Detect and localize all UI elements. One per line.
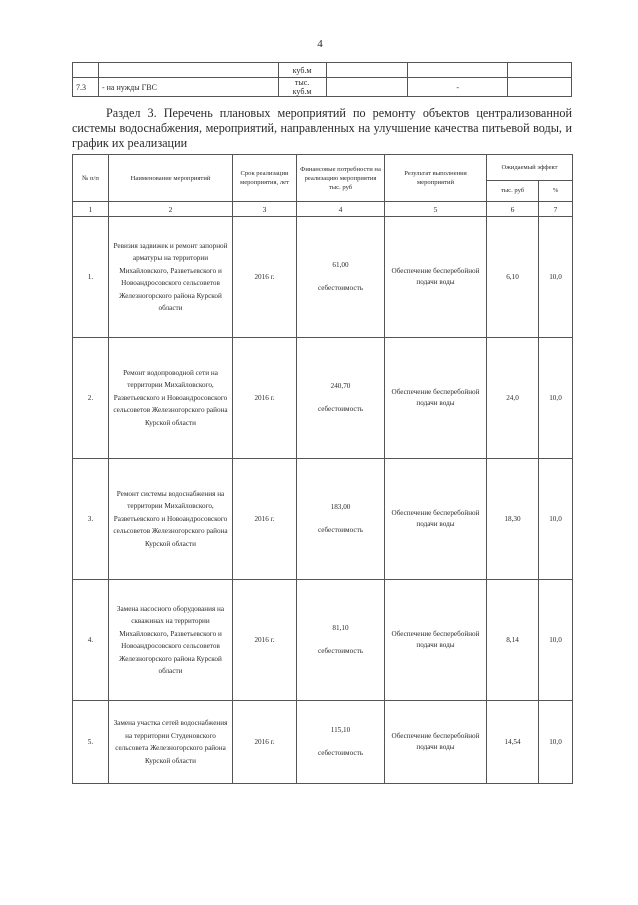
continuation-table bbox=[72, 62, 572, 97]
measure-name: Замена участка сетей водоснабжения на территории Студеновского сельсовета Железногорского района Курской области bbox=[109, 701, 233, 784]
unit-line: тыс. bbox=[294, 78, 310, 87]
section-heading: Раздел 3. Перечень плановых мероприятий по ремонту объектов централизованной системы водоснабжения, мероприятий, направленных на улучшение качества питьевой воды, и график их реализации bbox=[72, 106, 572, 150]
measure-result: Обеспечение бесперебойной подачи воды bbox=[385, 580, 487, 701]
table-row bbox=[73, 701, 573, 784]
cost-basis: себестоимость bbox=[317, 284, 363, 292]
cost-basis: себестоимость bbox=[317, 526, 363, 534]
cost-basis: себестоимость bbox=[317, 749, 363, 757]
page-number: 4 bbox=[317, 38, 323, 50]
header-effect: Ожидаемый эффект bbox=[487, 155, 573, 181]
measure-result: Обеспечение бесперебойной подачи воды bbox=[385, 701, 487, 784]
column-number: 5 bbox=[385, 202, 487, 217]
measure-cost bbox=[297, 217, 385, 338]
measure-term: 2016 г. bbox=[233, 217, 297, 338]
measures-table bbox=[72, 154, 573, 784]
effect-rub: 24,0 bbox=[487, 338, 539, 459]
effect-pct: 10,0 bbox=[539, 338, 573, 459]
unit-line: куб.м bbox=[292, 87, 312, 96]
header-term: Срок реализации мероприятия, лет bbox=[233, 155, 297, 202]
header-num: № п/п bbox=[73, 155, 109, 202]
row-number: 7.3 bbox=[73, 78, 99, 97]
continuation-row bbox=[73, 63, 572, 78]
unit-cell bbox=[278, 78, 326, 97]
cell bbox=[508, 63, 572, 78]
effect-rub: 18,30 bbox=[487, 459, 539, 580]
header-cost: Финансовые потребности на реализацию мероприятия тыс. руб bbox=[297, 155, 385, 202]
cost-value: 61,00 bbox=[332, 261, 349, 269]
measure-name: Ревизия задвижек и ремонт запорной арматуры на территории Михайловского, Разветьевского и Новоандросовского сельсоветов Железногорского района Курской области bbox=[109, 217, 233, 338]
measure-term: 2016 г. bbox=[233, 580, 297, 701]
measure-cost bbox=[297, 338, 385, 459]
measure-cost bbox=[297, 459, 385, 580]
column-number: 6 bbox=[487, 202, 539, 217]
column-number-row bbox=[73, 202, 573, 217]
row-number: 4. bbox=[73, 580, 109, 701]
unit-cell: куб.м bbox=[278, 63, 326, 78]
cost-value: 81,10 bbox=[332, 624, 349, 632]
effect-pct: 10,0 bbox=[539, 580, 573, 701]
measure-result: Обеспечение бесперебойной подачи воды bbox=[385, 459, 487, 580]
row-number: 1. bbox=[73, 217, 109, 338]
measure-cost bbox=[297, 580, 385, 701]
continuation-row bbox=[73, 78, 572, 97]
column-number: 7 bbox=[539, 202, 573, 217]
measure-result: Обеспечение бесперебойной подачи воды bbox=[385, 217, 487, 338]
cost-value: 183,00 bbox=[330, 503, 351, 511]
column-number: 4 bbox=[297, 202, 385, 217]
effect-pct: 10,0 bbox=[539, 459, 573, 580]
cell bbox=[326, 78, 408, 97]
table-row bbox=[73, 459, 573, 580]
measure-name: Ремонт системы водоснабжения на территории Михайловского, Разветьевского и Новоандросовского сельсоветов Железногорского района Курской области bbox=[109, 459, 233, 580]
effect-rub: 8,14 bbox=[487, 580, 539, 701]
cell bbox=[408, 63, 508, 78]
effect-rub: 14,54 bbox=[487, 701, 539, 784]
column-number: 3 bbox=[233, 202, 297, 217]
row-number: 5. bbox=[73, 701, 109, 784]
row-label: - на нужды ГВС bbox=[98, 78, 278, 97]
cell: - bbox=[408, 78, 508, 97]
effect-pct: 10,0 bbox=[539, 217, 573, 338]
cost-basis: себестоимость bbox=[317, 647, 363, 655]
measure-term: 2016 г. bbox=[233, 338, 297, 459]
cost-value: 240,70 bbox=[330, 382, 351, 390]
header-effect-rub: тыс. руб bbox=[487, 180, 539, 201]
cost-value: 115,10 bbox=[330, 726, 351, 734]
row-number: 3. bbox=[73, 459, 109, 580]
header-effect-pct: % bbox=[539, 180, 573, 201]
row-number: 2. bbox=[73, 338, 109, 459]
effect-rub: 6,10 bbox=[487, 217, 539, 338]
cell bbox=[73, 63, 99, 78]
header-result: Результат выполнения мероприятий bbox=[385, 155, 487, 202]
cell bbox=[98, 63, 278, 78]
measure-name: Ремонт водопроводной сети на территории Михайловского, Разветьевского и Новоандросовского сельсоветов Железногорского района Курской области bbox=[109, 338, 233, 459]
table-row bbox=[73, 217, 573, 338]
measure-name: Замена насосного оборудования на скважинах на территории Михайловского, Разветьевского и Новоандросовского сельсоветов Железногорского района Курской области bbox=[109, 580, 233, 701]
effect-pct: 10,0 bbox=[539, 701, 573, 784]
header-row bbox=[73, 155, 573, 181]
header-name: Наименование мероприятий bbox=[109, 155, 233, 202]
measure-term: 2016 г. bbox=[233, 459, 297, 580]
column-number: 2 bbox=[109, 202, 233, 217]
measure-cost bbox=[297, 701, 385, 784]
column-number: 1 bbox=[73, 202, 109, 217]
cost-basis: себестоимость bbox=[317, 405, 363, 413]
table-row bbox=[73, 338, 573, 459]
table-row bbox=[73, 580, 573, 701]
cell bbox=[508, 78, 572, 97]
measure-term: 2016 г. bbox=[233, 701, 297, 784]
cell bbox=[326, 63, 408, 78]
measure-result: Обеспечение бесперебойной подачи воды bbox=[385, 338, 487, 459]
